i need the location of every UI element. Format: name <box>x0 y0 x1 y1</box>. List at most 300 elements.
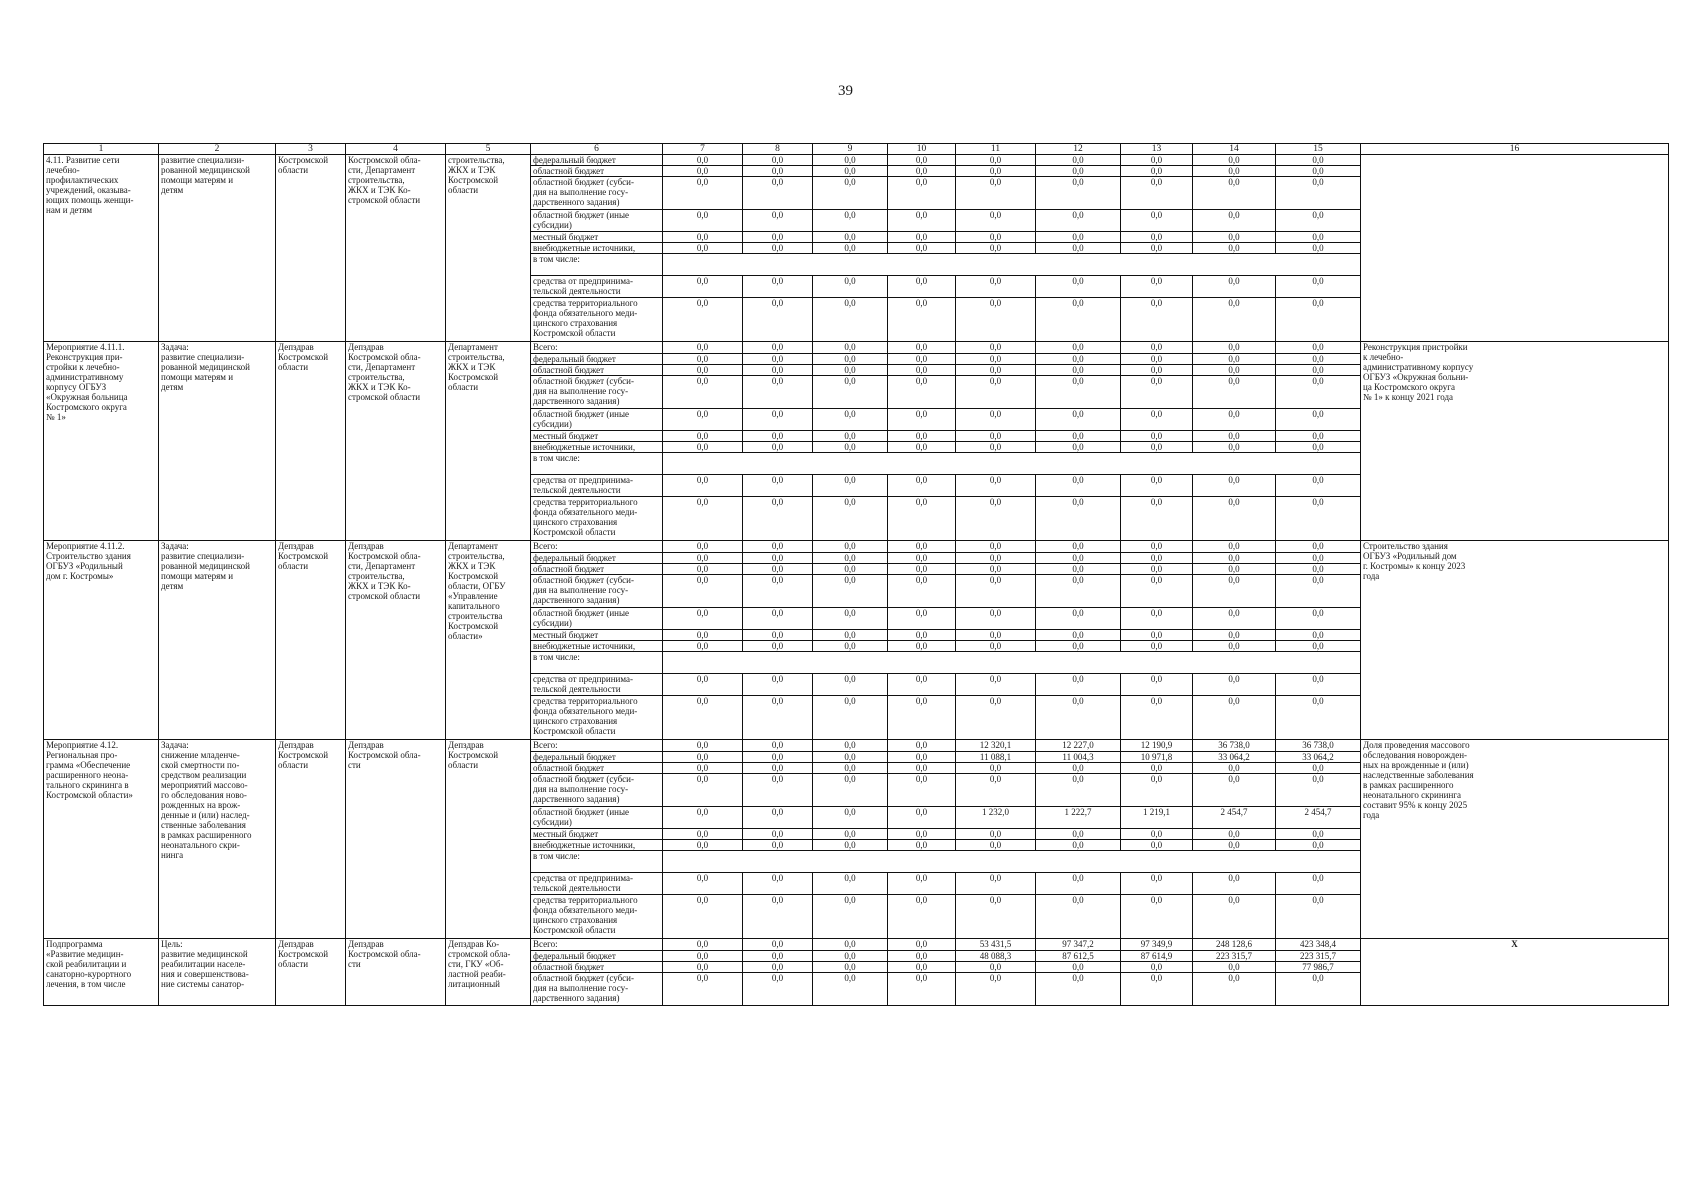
budget-value: 0,0 <box>1121 608 1193 630</box>
budget-value: 0,0 <box>956 575 1036 608</box>
header-row <box>44 144 1669 155</box>
budget-value: 0,0 <box>1036 365 1121 376</box>
budget-value: 0,0 <box>888 497 956 541</box>
budget-value: 0,0 <box>888 951 956 962</box>
budget-value: 0,0 <box>813 475 888 497</box>
budget-value: 0,0 <box>1276 442 1361 453</box>
column-number: 6 <box>531 144 663 155</box>
funding-source-label: областной бюджет (субси- дия на выполнение госу- дарственного задания) <box>531 575 663 608</box>
budget-value: 11 088,1 <box>956 752 1036 763</box>
budget-value: 0,0 <box>1121 630 1193 641</box>
budget-value: 0,0 <box>956 409 1036 431</box>
budget-value: 0,0 <box>743 763 813 774</box>
budget-value: 0,0 <box>663 155 743 166</box>
budget-value: 223 315,7 <box>1276 951 1361 962</box>
budget-value: 423 348,4 <box>1276 939 1361 951</box>
funding-source-label: областной бюджет (субси- дия на выполнение госу- дарственного задания) <box>531 973 663 1006</box>
budget-value: 0,0 <box>888 630 956 641</box>
funding-source-label: средства территориального фонда обязательного меди- цинского страхования Костромской области <box>531 895 663 939</box>
budget-value: 0,0 <box>813 630 888 641</box>
budget-value: 0,0 <box>663 541 743 553</box>
participants: Депздрав Костромской области <box>446 740 531 939</box>
budget-value: 0,0 <box>888 541 956 553</box>
budget-value: 0,0 <box>813 376 888 409</box>
budget-value: 0,0 <box>1276 298 1361 342</box>
budget-value: 33 064,2 <box>1276 752 1361 763</box>
budget-value: 0,0 <box>888 431 956 442</box>
funding-source-label: местный бюджет <box>531 232 663 243</box>
budget-value: 0,0 <box>1276 553 1361 564</box>
budget-value: 0,0 <box>956 553 1036 564</box>
budget-value: 0,0 <box>1193 354 1276 365</box>
task-description: Задача: развитие специализи- рованной медицинской помощи матерям и детям <box>159 342 276 541</box>
budget-value: 0,0 <box>956 564 1036 575</box>
budget-value: 0,0 <box>1193 409 1276 431</box>
column-number: 2 <box>159 144 276 155</box>
co-executors: Костромской обла- сти, Департамент строительства, ЖКХ и ТЭК Ко- стромской области <box>346 155 446 342</box>
co-executors: Депздрав Костромской обла- сти, Департамент строительства, ЖКХ и ТЭК Ко- стромской области <box>346 342 446 541</box>
budget-value: 0,0 <box>1036 276 1121 298</box>
budget-value: 87 614,9 <box>1121 951 1193 962</box>
budget-value: 0,0 <box>813 210 888 232</box>
funding-source-label: областной бюджет (иные субсидии) <box>531 409 663 431</box>
funding-source-label: областной бюджет (иные субсидии) <box>531 608 663 630</box>
budget-value: 97 349,9 <box>1121 939 1193 951</box>
budget-value: 0,0 <box>813 696 888 740</box>
budget-value: 0,0 <box>1121 873 1193 895</box>
budget-value: 0,0 <box>956 365 1036 376</box>
budget-value: 0,0 <box>1193 243 1276 254</box>
budget-value: 0,0 <box>1121 409 1193 431</box>
budget-value: 0,0 <box>813 232 888 243</box>
budget-value: 0,0 <box>1121 354 1193 365</box>
budget-value: 0,0 <box>956 763 1036 774</box>
column-number: 15 <box>1276 144 1361 155</box>
budget-value: 0,0 <box>1036 696 1121 740</box>
budget-value: 0,0 <box>1276 763 1361 774</box>
budget-value: 0,0 <box>956 166 1036 177</box>
participants: Департамент строительства, ЖКХ и ТЭК Костромской области, ОГБУ «Управление капитального строительства Костромской области» <box>446 541 531 740</box>
budget-value: 0,0 <box>888 962 956 973</box>
funding-source-label: областной бюджет (субси- дия на выполнение госу- дарственного задания) <box>531 376 663 409</box>
budget-value: 0,0 <box>663 696 743 740</box>
budget-value: 0,0 <box>888 243 956 254</box>
budget-value: 0,0 <box>1036 895 1121 939</box>
budget-value: 0,0 <box>743 541 813 553</box>
responsible-executor: Депздрав Костромской области <box>276 740 346 939</box>
budget-value: 1 232,0 <box>956 807 1036 829</box>
budget-value: 0,0 <box>1276 354 1361 365</box>
responsible-executor: Депздрав Костромской области <box>276 541 346 740</box>
budget-value: 0,0 <box>743 177 813 210</box>
budget-value: 0,0 <box>956 376 1036 409</box>
budget-value: 0,0 <box>663 166 743 177</box>
budget-value: 0,0 <box>1276 608 1361 630</box>
task-description: развитие специализи- рованной медицинской помощи матерям и детям <box>159 155 276 342</box>
budget-value: 0,0 <box>1036 840 1121 851</box>
task-description: Цель: развитие медицинской реабилитации населе- ния и совершенствова- ние системы санатор- <box>159 939 276 1006</box>
budget-value: 0,0 <box>663 752 743 763</box>
column-number: 16 <box>1361 144 1669 155</box>
measure-name: Подпрограмма «Развитие медицин- ской реабилитации и санаторно-курортного лечения, в том числе <box>44 939 159 1006</box>
funding-source-label: областной бюджет <box>531 962 663 973</box>
co-executors: Депздрав Костромской обла- сти, Департамент строительства, ЖКХ и ТЭК Ко- стромской области <box>346 541 446 740</box>
column-number: 1 <box>44 144 159 155</box>
budget-value: 0,0 <box>1193 553 1276 564</box>
budget-value: 97 347,2 <box>1036 939 1121 951</box>
funding-source-label: областной бюджет <box>531 763 663 774</box>
budget-value: 87 612,5 <box>1036 951 1121 962</box>
budget-value: 0,0 <box>663 243 743 254</box>
budget-value: 0,0 <box>743 575 813 608</box>
budget-value: 0,0 <box>888 752 956 763</box>
budget-value: 0,0 <box>1276 829 1361 840</box>
column-number: 14 <box>1193 144 1276 155</box>
budget-value: 0,0 <box>743 951 813 962</box>
budget-value: 0,0 <box>1193 630 1276 641</box>
budget-value: 12 320,1 <box>956 740 1036 752</box>
budget-value: 0,0 <box>1121 840 1193 851</box>
budget-value: 0,0 <box>663 475 743 497</box>
funding-source-label: федеральный бюджет <box>531 155 663 166</box>
budget-value: 0,0 <box>663 365 743 376</box>
budget-value: 0,0 <box>1036 342 1121 354</box>
budget-value: 0,0 <box>663 431 743 442</box>
budget-value: 0,0 <box>743 630 813 641</box>
budget-value: 0,0 <box>1121 210 1193 232</box>
budget-value: 0,0 <box>1121 497 1193 541</box>
budget-value: 0,0 <box>1193 342 1276 354</box>
budget-value: 0,0 <box>1276 497 1361 541</box>
budget-value: 0,0 <box>743 939 813 951</box>
budget-value: 1 219,1 <box>1121 807 1193 829</box>
budget-value: 0,0 <box>1121 232 1193 243</box>
budget-value: 0,0 <box>888 365 956 376</box>
budget-value: 0,0 <box>743 564 813 575</box>
budget-value: 0,0 <box>813 365 888 376</box>
funding-source-label: областной бюджет <box>531 365 663 376</box>
co-executors: Депздрав Костромской обла- сти <box>346 939 446 1006</box>
budget-value: 0,0 <box>888 829 956 840</box>
budget-value: 0,0 <box>743 442 813 453</box>
measure-name: Мероприятие 4.11.2. Строительство здания ОГБУЗ «Родильный дом г. Костромы» <box>44 541 159 740</box>
budget-value: 0,0 <box>1036 177 1121 210</box>
funding-source-label: местный бюджет <box>531 431 663 442</box>
budget-value: 248 128,6 <box>1193 939 1276 951</box>
budget-value: 0,0 <box>1276 376 1361 409</box>
funding-source-label: средства территориального фонда обязательного меди- цинского страхования Костромской области <box>531 497 663 541</box>
column-number: 7 <box>663 144 743 155</box>
budget-value: 0,0 <box>663 409 743 431</box>
budget-value: 0,0 <box>956 342 1036 354</box>
budget-value: 0,0 <box>1036 564 1121 575</box>
budget-value: 0,0 <box>956 696 1036 740</box>
budget-value: 0,0 <box>663 674 743 696</box>
budget-value: 0,0 <box>1036 962 1121 973</box>
responsible-executor: Депздрав Костромской области <box>276 939 346 1006</box>
budget-value: 0,0 <box>663 342 743 354</box>
budget-value: 0,0 <box>1193 365 1276 376</box>
budget-value: 77 986,7 <box>1276 962 1361 973</box>
budget-value: 0,0 <box>813 442 888 453</box>
budget-value: 0,0 <box>663 298 743 342</box>
budget-value: 0,0 <box>1276 232 1361 243</box>
budget-value: 0,0 <box>1193 177 1276 210</box>
budget-value: 0,0 <box>663 575 743 608</box>
budget-value: 0,0 <box>743 166 813 177</box>
budget-value: 0,0 <box>956 973 1036 1006</box>
budget-value: 0,0 <box>663 873 743 895</box>
budget-value: 0,0 <box>888 155 956 166</box>
column-number: 8 <box>743 144 813 155</box>
budget-value: 0,0 <box>1193 431 1276 442</box>
budget-value: 0,0 <box>1193 840 1276 851</box>
budget-value: 0,0 <box>813 774 888 807</box>
column-number: 11 <box>956 144 1036 155</box>
budget-value: 0,0 <box>1276 696 1361 740</box>
column-number: 13 <box>1121 144 1193 155</box>
budget-value: 0,0 <box>1193 895 1276 939</box>
budget-value: 0,0 <box>1121 475 1193 497</box>
budget-value: 0,0 <box>1193 608 1276 630</box>
budget-value: 0,0 <box>888 177 956 210</box>
budget-value: 0,0 <box>1276 243 1361 254</box>
budget-value: 0,0 <box>743 210 813 232</box>
budget-value: 0,0 <box>1276 840 1361 851</box>
budget-value: 0,0 <box>743 962 813 973</box>
budget-value: 0,0 <box>813 564 888 575</box>
budget-value: 0,0 <box>1276 276 1361 298</box>
budget-value: 0,0 <box>663 608 743 630</box>
budget-value: 0,0 <box>663 962 743 973</box>
budget-value: 0,0 <box>813 840 888 851</box>
budget-value: 0,0 <box>663 210 743 232</box>
budget-value: 0,0 <box>743 155 813 166</box>
column-number: 12 <box>1036 144 1121 155</box>
budget-value: 0,0 <box>1193 829 1276 840</box>
funding-total-label: Всего: <box>531 342 663 354</box>
budget-value: 0,0 <box>663 939 743 951</box>
budget-value: 0,0 <box>956 276 1036 298</box>
column-number: 9 <box>813 144 888 155</box>
column-number: 4 <box>346 144 446 155</box>
budget-value: 0,0 <box>888 210 956 232</box>
budget-value: 0,0 <box>888 740 956 752</box>
budget-value: 0,0 <box>813 342 888 354</box>
budget-value: 0,0 <box>743 409 813 431</box>
measure-name: 4.11. Развитие сети лечебно- профилактических учреждений, оказыва- ющих помощь женщи- нам и детям <box>44 155 159 342</box>
funding-source-label: областной бюджет <box>531 564 663 575</box>
budget-value: 0,0 <box>888 354 956 365</box>
budget-value: 0,0 <box>1121 155 1193 166</box>
responsible-executor: Костромской области <box>276 155 346 342</box>
budget-value: 0,0 <box>1036 575 1121 608</box>
budget-value: 0,0 <box>743 232 813 243</box>
page-number: 39 <box>838 83 853 99</box>
budget-value: 0,0 <box>663 553 743 564</box>
budget-value: 0,0 <box>1121 298 1193 342</box>
budget-value: 0,0 <box>1193 210 1276 232</box>
budget-value: 0,0 <box>1036 155 1121 166</box>
budget-value: 0,0 <box>663 840 743 851</box>
budget-value: 0,0 <box>1193 497 1276 541</box>
budget-value: 12 190,9 <box>1121 740 1193 752</box>
budget-value: 0,0 <box>663 807 743 829</box>
budget-value: 0,0 <box>1121 973 1193 1006</box>
budget-value: 0,0 <box>743 873 813 895</box>
budget-value: 0,0 <box>956 442 1036 453</box>
budget-value: 0,0 <box>813 674 888 696</box>
budget-value: 0,0 <box>1193 973 1276 1006</box>
budget-value: 0,0 <box>813 752 888 763</box>
budget-value: 0,0 <box>813 873 888 895</box>
budget-value: 0,0 <box>1036 298 1121 342</box>
budget-value: 0,0 <box>1121 553 1193 564</box>
table-row <box>44 342 1669 354</box>
budget-value: 0,0 <box>663 354 743 365</box>
budget-value: 0,0 <box>663 376 743 409</box>
budget-value: 0,0 <box>1121 166 1193 177</box>
budget-value: 0,0 <box>1193 541 1276 553</box>
funding-source-label: средства от предпринима- тельской деятельности <box>531 873 663 895</box>
budget-value: 0,0 <box>1193 475 1276 497</box>
budget-value: 0,0 <box>888 807 956 829</box>
budget-value: 0,0 <box>1121 276 1193 298</box>
budget-value: 0,0 <box>956 177 1036 210</box>
budget-value: 0,0 <box>813 973 888 1006</box>
budget-value: 0,0 <box>888 939 956 951</box>
budget-value: 0,0 <box>813 807 888 829</box>
budget-value: 0,0 <box>888 873 956 895</box>
column-number: 3 <box>276 144 346 155</box>
budget-value: 0,0 <box>956 873 1036 895</box>
funding-source-label: областной бюджет <box>531 166 663 177</box>
budget-value: 0,0 <box>1276 409 1361 431</box>
budget-value: 0,0 <box>1276 166 1361 177</box>
budget-value: 0,0 <box>743 376 813 409</box>
budget-value: 0,0 <box>1276 541 1361 553</box>
budget-value: 0,0 <box>1193 166 1276 177</box>
budget-value: 0,0 <box>663 973 743 1006</box>
budget-value: 0,0 <box>743 431 813 442</box>
table-row <box>44 155 1669 166</box>
funding-source-label: местный бюджет <box>531 829 663 840</box>
budget-value: 0,0 <box>1121 895 1193 939</box>
budget-value: 0,0 <box>663 829 743 840</box>
budget-value: 0,0 <box>888 442 956 453</box>
budget-value: 0,0 <box>888 475 956 497</box>
budget-value: 0,0 <box>1276 475 1361 497</box>
budget-value: 0,0 <box>663 763 743 774</box>
budget-value: 0,0 <box>813 431 888 442</box>
budget-value: 36 738,0 <box>1276 740 1361 752</box>
budget-value: 0,0 <box>743 674 813 696</box>
budget-value: 0,0 <box>1121 575 1193 608</box>
subheading-empty-cell <box>663 652 1361 674</box>
column-number: 5 <box>446 144 531 155</box>
budget-value: 0,0 <box>1036 376 1121 409</box>
budget-value: 0,0 <box>888 298 956 342</box>
budget-value: 0,0 <box>1276 630 1361 641</box>
budget-value: 0,0 <box>1121 243 1193 254</box>
budget-value: 0,0 <box>813 641 888 652</box>
budget-value: 0,0 <box>1276 973 1361 1006</box>
budget-value: 0,0 <box>1036 210 1121 232</box>
budget-value: 0,0 <box>743 243 813 254</box>
funding-total-label: Всего: <box>531 740 663 752</box>
budget-value: 0,0 <box>1036 497 1121 541</box>
budget-value: 0,0 <box>956 431 1036 442</box>
task-description: Задача: развитие специализи- рованной медицинской помощи матерям и детям <box>159 541 276 740</box>
budget-value: 0,0 <box>888 973 956 1006</box>
budget-value: 0,0 <box>1276 431 1361 442</box>
budget-value: 0,0 <box>1193 763 1276 774</box>
budget-value: 0,0 <box>956 243 1036 254</box>
funding-source-label: федеральный бюджет <box>531 354 663 365</box>
budget-value: 0,0 <box>956 674 1036 696</box>
budget-value: 0,0 <box>956 497 1036 541</box>
responsible-executor: Депздрав Костромской области <box>276 342 346 541</box>
budget-value: 0,0 <box>813 298 888 342</box>
budget-value: 0,0 <box>743 354 813 365</box>
budget-value: 0,0 <box>888 696 956 740</box>
budget-value: 0,0 <box>1036 630 1121 641</box>
column-number: 10 <box>888 144 956 155</box>
budget-value: 0,0 <box>956 232 1036 243</box>
budget-value: 0,0 <box>813 939 888 951</box>
budget-value: 0,0 <box>1121 763 1193 774</box>
task-description: Задача: снижение младенче- ской смертности по- средством реализации мероприятий массово- го обследования ново- рожденных на врож- денные и (или) наслед- ственные заболевания в рамках расширенного неонатального скри- нинга <box>159 740 276 939</box>
budget-value: 0,0 <box>1121 674 1193 696</box>
budget-value: 0,0 <box>1276 155 1361 166</box>
budget-value: 0,0 <box>888 232 956 243</box>
budget-value: 0,0 <box>956 155 1036 166</box>
budget-value: 0,0 <box>663 895 743 939</box>
budget-value: 0,0 <box>743 298 813 342</box>
budget-value: 0,0 <box>1193 376 1276 409</box>
budget-value: 0,0 <box>663 442 743 453</box>
participants: Депздрав Ко- стромской обла- сти, ГКУ «Об- ластной реаби- литационный <box>446 939 531 1006</box>
budget-value: 0,0 <box>813 740 888 752</box>
budget-value: 0,0 <box>813 608 888 630</box>
budget-value: 0,0 <box>888 342 956 354</box>
budget-value: 2 454,7 <box>1276 807 1361 829</box>
budget-value: 0,0 <box>956 840 1036 851</box>
budget-value: 0,0 <box>1036 973 1121 1006</box>
budget-value: 0,0 <box>743 829 813 840</box>
budget-value: 0,0 <box>1121 541 1193 553</box>
budget-value: 0,0 <box>1121 962 1193 973</box>
funding-total-label: Всего: <box>531 939 663 951</box>
budget-value: 0,0 <box>1121 342 1193 354</box>
budget-value: 0,0 <box>1036 873 1121 895</box>
budget-value: 0,0 <box>813 276 888 298</box>
budget-value: 0,0 <box>1036 541 1121 553</box>
budget-value: 0,0 <box>1121 641 1193 652</box>
budget-value: 0,0 <box>1036 442 1121 453</box>
budget-value: 0,0 <box>1121 564 1193 575</box>
budget-value: 10 971,8 <box>1121 752 1193 763</box>
budget-value: 0,0 <box>1036 232 1121 243</box>
budget-value: 0,0 <box>813 166 888 177</box>
budget-value: 0,0 <box>956 962 1036 973</box>
budget-value: 0,0 <box>813 829 888 840</box>
budget-value: 33 064,2 <box>1193 752 1276 763</box>
budget-value: 0,0 <box>956 210 1036 232</box>
funding-source-label: федеральный бюджет <box>531 951 663 962</box>
budget-table <box>43 143 1669 1006</box>
budget-value: 0,0 <box>888 641 956 652</box>
